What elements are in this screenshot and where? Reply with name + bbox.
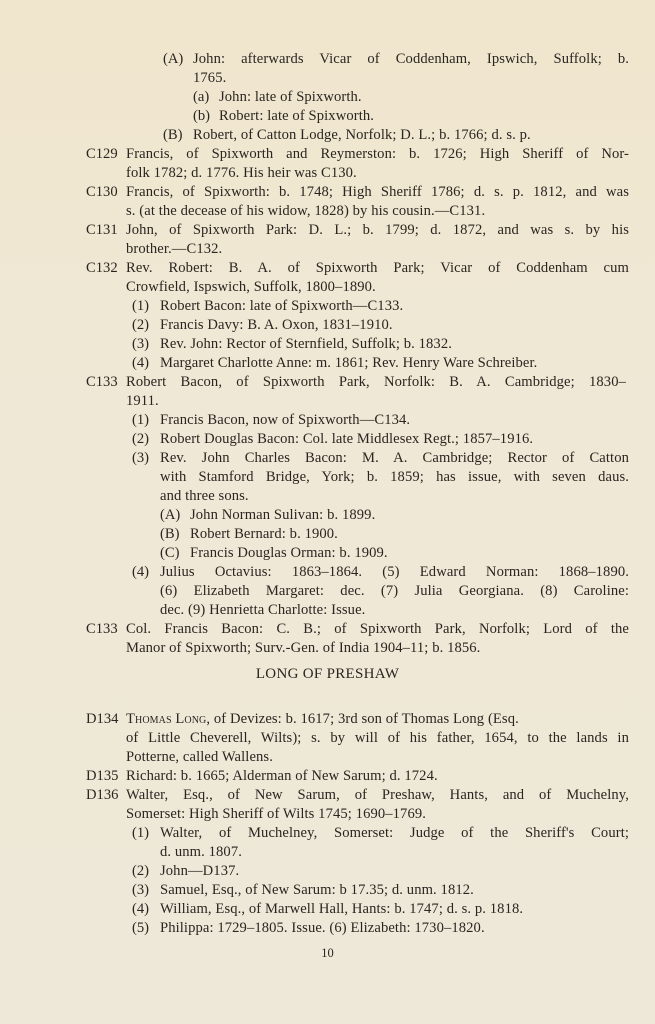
entry-label: (2) xyxy=(132,431,150,447)
entry-text: Robert Douglas Bacon: Col. late Middlesex Regt.; 1857–1916. xyxy=(160,431,534,447)
entry-label: (a) xyxy=(193,89,210,105)
entry-text: dec. (9) Henrietta Charlotte: Issue. xyxy=(160,602,366,618)
entry-text: Rev. John Charles Bacon: M. A. Cambridge; Rector of Catton xyxy=(160,450,629,466)
entry-text: Francis Douglas Orman: b. 1909. xyxy=(190,545,388,561)
entry-label: (2) xyxy=(132,317,150,333)
entry-label: (b) xyxy=(193,108,211,124)
entry-label: (B) xyxy=(160,526,180,542)
entry-text: with Stamford Bridge, York; b. 1859; has issue, with seven daus. xyxy=(160,469,629,485)
entry-text: Rev. Robert: B. A. of Spixworth Park; Vicar of Coddenham cum xyxy=(126,260,629,276)
entry-label: (B) xyxy=(163,127,183,143)
entry-text: Robert: late of Spixworth. xyxy=(219,108,375,124)
entry-text: William, Esq., of Marwell Hall, Hants: b. 1747; d. s. p. 1818. xyxy=(160,901,524,917)
entry-text: Crowfield, Ispswich, Suffolk, 1800–1890. xyxy=(126,279,376,295)
entry-label: (1) xyxy=(132,412,150,428)
entry-text: Margaret Charlotte Anne: m. 1861; Rev. Henry Ware Schreiber. xyxy=(160,355,538,371)
entry-text: Robert, of Catton Lodge, Norfolk; D. L.; b. 1766; d. s. p. xyxy=(193,127,531,143)
entry-text: d. unm. 1807. xyxy=(160,844,242,860)
entry-text: John—D137. xyxy=(160,863,240,879)
entry-label: (3) xyxy=(132,882,150,898)
entry-text: Philippa: 1729–1805. Issue. (6) Elizabeth: 1730–1820. xyxy=(160,920,485,936)
entry-text: Robert Bacon, of Spixworth Park, Norfolk: B. A. Cambridge; 1830– xyxy=(126,374,626,390)
section-heading: LONG OF PRESHAW xyxy=(255,666,400,682)
entry-id: D136 xyxy=(86,787,119,803)
entry-id: C131 xyxy=(86,222,118,238)
entry-text: Manor of Spixworth; Surv.-Gen. of India 1904–11; b. 1856. xyxy=(126,640,481,656)
entry-text: (6) Elizabeth Margaret: dec. (7) Julia Georgiana. (8) Caroline: xyxy=(160,583,629,599)
entry-label: (2) xyxy=(132,863,150,879)
entry-label: (1) xyxy=(132,825,150,841)
entry-id: C133 xyxy=(86,374,118,390)
entry-text: Robert Bernard: b. 1900. xyxy=(190,526,338,542)
entry-text: Francis, of Spixworth and Reymerston: b. 1726; High Sheriff of Nor- xyxy=(126,146,629,162)
entry-id: C130 xyxy=(86,184,118,200)
entry-text: Robert Bacon: late of Spixworth—C133. xyxy=(160,298,404,314)
entry-label: (4) xyxy=(132,355,150,371)
entry-text: Francis Davy: B. A. Oxon, 1831–1910. xyxy=(160,317,393,333)
entry-text: Richard: b. 1665; Alderman of New Sarum; d. 1724. xyxy=(126,768,438,784)
entry-text: Francis Bacon, now of Spixworth—C134. xyxy=(160,412,411,428)
entry-id: C129 xyxy=(86,146,118,162)
page-number: 10 xyxy=(321,946,334,960)
entry-text: Julius Octavius: 1863–1864. (5) Edward Norman: 1868–1890. xyxy=(160,564,629,580)
entry-label: (3) xyxy=(132,450,150,466)
entry-text: Walter, of Muchelney, Somerset: Judge of the Sheriff's Court; xyxy=(160,825,629,841)
entry-text: Potterne, called Wallens. xyxy=(126,749,273,765)
entry-text xyxy=(126,710,629,729)
entry-text: brother.—C132. xyxy=(126,241,223,257)
entry-label: (4) xyxy=(132,901,150,917)
entry-id: C132 xyxy=(86,260,118,276)
entry-text: Somerset: High Sheriff of Wilts 1745; 1690–1769. xyxy=(126,806,426,822)
entry-text: John: late of Spixworth. xyxy=(219,89,362,105)
entry-label: (4) xyxy=(132,564,150,580)
entry-text: of Little Cheverell, Wilts); s. by will of his father, 1654, to the lands in xyxy=(126,730,629,746)
entry-text: Francis, of Spixworth: b. 1748; High Sheriff 1786; d. s. p. 1812, and was xyxy=(126,184,629,200)
entry-id: C133 xyxy=(86,621,118,637)
entry-text: John, of Spixworth Park: D. L.; b. 1799; d. 1872, and was s. by his xyxy=(126,222,629,238)
entry-text: folk 1782; d. 1776. His heir was C130. xyxy=(126,165,357,181)
entry-label: (C) xyxy=(160,545,180,561)
name-smallcaps: Thomas Long xyxy=(126,711,207,727)
entry-text: and three sons. xyxy=(160,488,249,504)
entry-text: Rev. John: Rector of Sternfield, Suffolk; b. 1832. xyxy=(160,336,452,352)
entry-text: 1765. xyxy=(193,70,227,86)
entry-text: John Norman Sulivan: b. 1899. xyxy=(190,507,376,523)
entry-label: (5) xyxy=(132,920,150,936)
entry-label: (A) xyxy=(160,507,181,523)
entry-text: s. (at the decease of his widow, 1828) by his cousin.—C131. xyxy=(126,203,486,219)
entry-label: (1) xyxy=(132,298,150,314)
entry-text: 1911. xyxy=(126,393,159,409)
entry-text-rest: , of Devizes: b. 1617; 3rd son of Thomas Long (Esq. xyxy=(206,711,519,727)
entry-id: D134 xyxy=(86,711,119,727)
entry-text: Col. Francis Bacon: C. B.; of Spixworth Park, Norfolk; Lord of the xyxy=(126,621,629,637)
entry-text: John: afterwards Vicar of Coddenham, Ipswich, Suffolk; b. xyxy=(193,51,629,67)
entry-text: Samuel, Esq., of New Sarum: b 17.35; d. unm. 1812. xyxy=(160,882,474,898)
entry-label: (A) xyxy=(163,51,184,67)
entry-id: D135 xyxy=(86,768,119,784)
entry-text: Walter, Esq., of New Sarum, of Preshaw, Hants, and of Muchelny, xyxy=(126,787,629,803)
entry-label: (3) xyxy=(132,336,150,352)
